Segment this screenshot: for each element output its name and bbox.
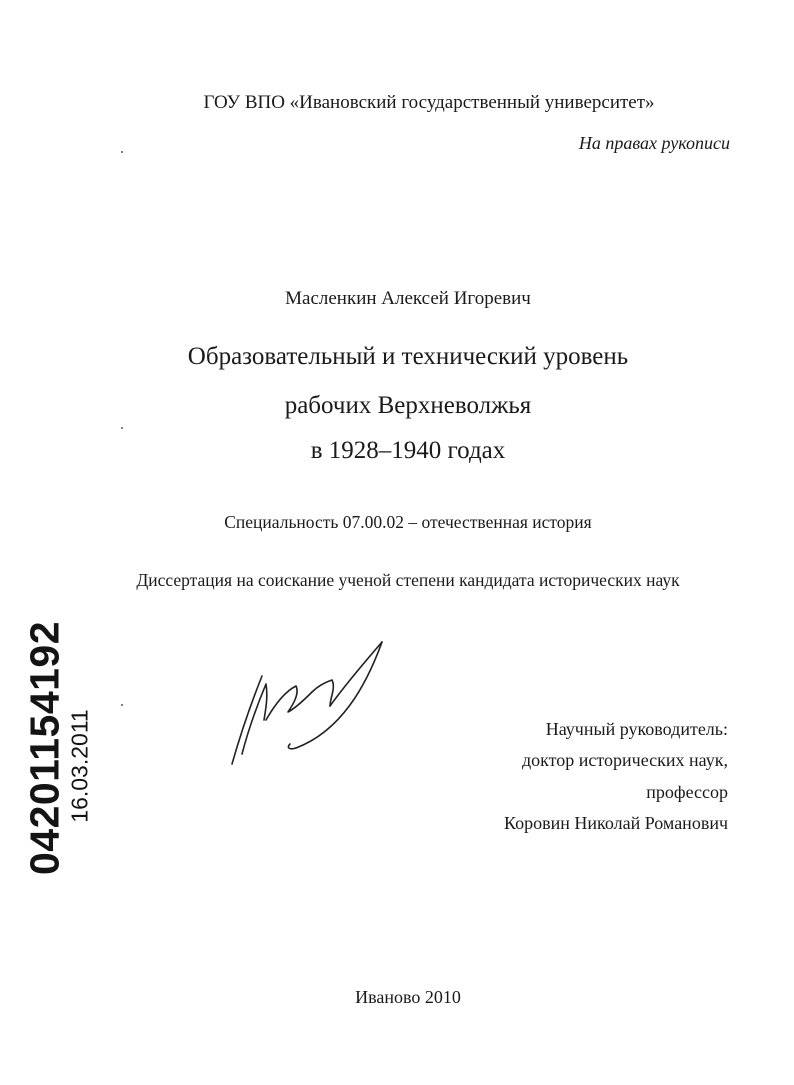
library-stamp-date: 16.03.2011 <box>66 709 93 823</box>
scan-speck <box>121 704 123 706</box>
title-line-2: рабочих Верхневолжья <box>284 392 532 419</box>
scan-speck <box>121 427 123 429</box>
specialty-line: Специальность 07.00.02 – отечественная история <box>224 512 592 532</box>
supervisor-degree: доктор исторических наук, <box>522 750 728 770</box>
supervisor-rank: профессор <box>646 782 728 802</box>
manuscript-note: На правах рукописи <box>578 133 730 153</box>
author-name: Масленкин Алексей Игоревич <box>285 288 531 309</box>
supervisor-label: Научный руководитель: <box>545 719 728 739</box>
library-stamp-number: 04201154192 <box>21 620 68 876</box>
title-line-3: в 1928–1940 годах <box>310 437 506 464</box>
title-line-1: Образовательный и технический уровень <box>187 343 629 370</box>
degree-line: Диссертация на соискание ученой степени кандидата исторических наук <box>136 570 680 590</box>
supervisor-name: Коровин Николай Романович <box>504 813 728 833</box>
institution-name: ГОУ ВПО «Ивановский государственный университет» <box>203 92 655 113</box>
signature-image <box>226 636 391 771</box>
city-year: Иваново 2010 <box>355 987 461 1007</box>
scan-speck <box>121 151 123 153</box>
